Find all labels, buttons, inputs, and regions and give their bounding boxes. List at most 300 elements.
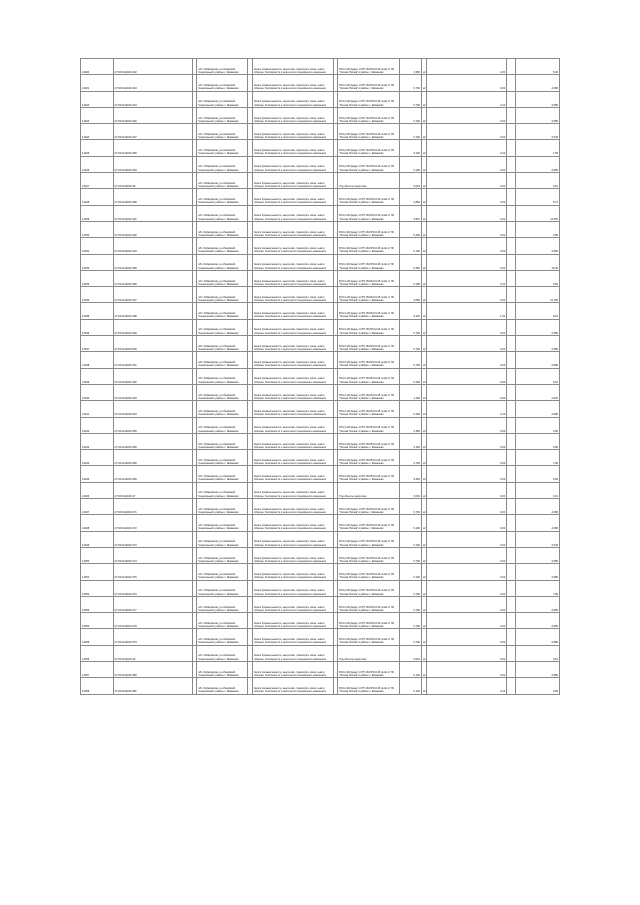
cell-empty — [507, 384, 516, 400]
cell-empty — [507, 75, 516, 91]
cell-rate: 0,00 — [426, 499, 507, 515]
cell-empty — [507, 254, 516, 270]
cell-empty — [507, 466, 516, 482]
cell-area: 0,700 — [400, 580, 422, 596]
table-row — [81, 205, 560, 221]
cell-unit: м² — [421, 91, 426, 107]
cell-unit: м² — [421, 564, 426, 580]
cell-address: обл. Хабаровская, р-н Лазовский-Генеральный и районе с. Шиманово — [197, 629, 248, 645]
cell-sum: 0,84 — [516, 270, 560, 286]
table-row — [81, 287, 560, 303]
table-row — [81, 547, 560, 563]
table-row — [81, 564, 560, 580]
cell-cadastral-number: 27:02:0112010:495 — [113, 254, 192, 270]
cell-unit: м² — [421, 466, 426, 482]
table-row — [81, 91, 560, 107]
cell-description: ВЛ-0,4 кВ фидер 1 КТП 160 ВЛ-10 кВ №111 от ПС "Лесная Поляна" в районе с. Шиманово — [338, 531, 400, 547]
table-row — [81, 580, 560, 596]
cell-description: Под объекты энергетики — [338, 482, 400, 498]
cell-area: 0,400 — [400, 221, 422, 237]
cell-land-category: Земли промышленности, энергетики, транспорта, связи, земли обороны, безопасности и земли иного специального назначения — [253, 189, 334, 205]
cell-unit: м² — [421, 59, 426, 75]
cell-cadastral-number: 27:02:0112010:48 — [113, 173, 192, 189]
table-row — [81, 336, 560, 352]
cell-sum: 2,080 — [516, 629, 560, 645]
cell-area: 0,700 — [400, 336, 422, 352]
cell-empty — [507, 124, 516, 140]
cell-unit: м² — [421, 319, 426, 335]
cell-land-category: Земли промышленности, энергетики, транспорта, связи, земли обороны, безопасности и земли иного специального назначения — [253, 368, 334, 384]
cell-land-category: Земли промышленности, энергетики, транспорта, связи, земли обороны, безопасности и земли иного специального назначения — [253, 515, 334, 531]
cell-unit: м² — [421, 613, 426, 629]
cell-number: 14028 — [81, 189, 114, 205]
cell-area: 3,100 — [400, 433, 422, 449]
cell-land-category: Земли промышленности, энергетики, транспорта, связи, земли обороны, безопасности и земли иного специального назначения — [253, 613, 334, 629]
cell-empty — [507, 401, 516, 417]
cell-description: ВЛ-0,4 кВ фидер 1 КТП 160 ВЛ-10 кВ №111 от ПС "Лесная Поляна" в районе с. Шиманово — [338, 433, 400, 449]
cell-sum: 2,080 — [516, 613, 560, 629]
cell-area: 0,100 — [400, 531, 422, 547]
cell-unit: м² — [421, 661, 426, 677]
cell-land-category: Земли промышленности, энергетики, транспорта, связи, земли обороны, безопасности и земли иного специального назначения — [253, 384, 334, 400]
cell-description: ВЛ-0,4 кВ фидер 1 КТП 160 ВЛ-10 кВ №111 от ПС "Лесная Поляна" в районе с. Шиманово — [338, 596, 400, 612]
cell-sum: 2,080 — [516, 319, 560, 335]
cell-address: обл. Хабаровская, р-н Лазовский-Генеральный и районе с. Шиманово — [197, 384, 248, 400]
cell-area: 0,100 — [400, 564, 422, 580]
cell-rate: 0,00 — [426, 173, 507, 189]
cell-address: обл. Хабаровская, р-н Лазовский-Генеральный и районе с. Шиманово — [197, 433, 248, 449]
table-row — [81, 303, 560, 319]
table-row — [81, 645, 560, 661]
cell-cadastral-number: 27:02:0112010:500 — [113, 336, 192, 352]
cell-address: обл. Хабаровская, р-н Лазовский-Генеральный и районе с. Шиманово — [197, 368, 248, 384]
cell-number: 14056 — [81, 645, 114, 661]
cell-land-category: Земли промышленности, энергетики, транспорта, связи, земли обороны, безопасности и земли иного специального назначения — [253, 352, 334, 368]
cell-description: Под объекты энергетики — [338, 173, 400, 189]
cell-number: 14044 — [81, 450, 114, 466]
cell-unit: м² — [421, 205, 426, 221]
cell-description: ВЛ-0,4 кВ фидер 1 КТП 160 ВЛ-10 кВ №111 от ПС "Лесная Поляна" в районе с. Шиманово — [338, 254, 400, 270]
cell-area: 2,380 — [400, 417, 422, 433]
cell-unit: м² — [421, 221, 426, 237]
cell-cadastral-number: 27:02:0112010:498 — [113, 303, 192, 319]
cell-address: обл. Хабаровская, р-н Лазовский-Генеральный и районе с. Шиманово — [197, 580, 248, 596]
cell-rate: 0,00 — [426, 254, 507, 270]
cell-area: 1,100 — [400, 384, 422, 400]
cell-number: 14054 — [81, 613, 114, 629]
table-body — [81, 59, 560, 695]
cell-empty — [507, 140, 516, 156]
cell-address: обл. Хабаровская, р-н Лазовский-Генеральный и районе с. Шиманово — [197, 59, 248, 75]
cell-sum: 7,80 — [516, 580, 560, 596]
cell-cadastral-number: 27:02:0112010:461 — [113, 352, 192, 368]
table-row — [81, 59, 560, 75]
cell-unit: м² — [421, 107, 426, 123]
cell-land-category: Земли промышленности, энергетики, транспорта, связи, земли обороны, безопасности и земли иного специального назначения — [253, 629, 334, 645]
cell-cadastral-number: 27:02:0112010:463 — [113, 384, 192, 400]
cell-cadastral-number: 27:02:0112010:473 — [113, 531, 192, 547]
cell-rate: 0,00 — [426, 580, 507, 596]
cell-cadastral-number: 27:02:0112010:447 — [113, 124, 192, 140]
cell-sum: 6,92 — [516, 466, 560, 482]
table-row — [81, 417, 560, 433]
cell-number: 14053 — [81, 596, 114, 612]
cell-unit: м² — [421, 140, 426, 156]
cell-unit: м² — [421, 368, 426, 384]
cell-unit: м² — [421, 75, 426, 91]
cell-sum: 2,080 — [516, 596, 560, 612]
cell-unit: м² — [421, 336, 426, 352]
cell-number: 14037 — [81, 336, 114, 352]
cell-number: 14050 — [81, 547, 114, 563]
cell-address: обл. Хабаровская, р-н Лазовский-Генеральный и районе с. Шиманово — [197, 173, 248, 189]
table-row — [81, 124, 560, 140]
cell-cadastral-number: 27:02:0112010:477 — [113, 596, 192, 612]
cell-number: 14042 — [81, 417, 114, 433]
cell-rate: 0,10 — [426, 401, 507, 417]
cell-number: 14035 — [81, 303, 114, 319]
cell-unit: м² — [421, 124, 426, 140]
cell-rate: 0,00 — [426, 482, 507, 498]
cell-land-category: Земли промышленности, энергетики, транспорта, связи, земли обороны, безопасности и земли иного специального назначения — [253, 564, 334, 580]
cell-description: ВЛ-0,4 кВ фидер 1 КТП 160 ВЛ-10 кВ №111 от ПС "Лесная Поляна" в районе с. Шиманово — [338, 205, 400, 221]
cell-empty — [507, 417, 516, 433]
cell-cadastral-number: 27:02:0112010:469 — [113, 466, 192, 482]
cell-address: обл. Хабаровская, р-н Лазовский-Генеральный и районе с. Шиманово — [197, 221, 248, 237]
cell-rate: 0,10 — [426, 270, 507, 286]
cell-description: ВЛ-0,4 кВ фидер 1 КТП 160 ВЛ-10 кВ №111 от ПС "Лесная Поляна" в районе с. Шиманово — [338, 270, 400, 286]
cell-cadastral-number: 27:02:0112010:480 — [113, 189, 192, 205]
cell-description: Под объекты энергетики — [338, 645, 400, 661]
cell-description: ВЛ-0,4 кВ фидер 1 КТП 160 ВЛ-10 кВ №111 от ПС "Лесная Поляна" в районе с. Шиманово — [338, 368, 400, 384]
cell-rate: 2,00 — [426, 466, 507, 482]
table-row — [81, 140, 560, 156]
cell-description: ВЛ-0,4 кВ фидер 1 КТП 160 ВЛ-10 кВ №111 от ПС "Лесная Поляна" в районе с. Шиманово — [338, 238, 400, 254]
cell-number: 14046 — [81, 482, 114, 498]
cell-land-category: Земли промышленности, энергетики, транспорта, связи, земли обороны, безопасности и земли иного специального назначения — [253, 531, 334, 547]
cell-area: 0,100 — [400, 107, 422, 123]
cell-sum: 0,10 — [516, 645, 560, 661]
cell-land-category: Земли промышленности, энергетики, транспорта, связи, земли обороны, безопасности и земли иного специального назначения — [253, 270, 334, 286]
cell-empty — [507, 352, 516, 368]
cell-rate: 0,00 — [426, 629, 507, 645]
cell-description: ВЛ-0,4 кВ фидер 1 КТП 160 ВЛ-10 кВ №111 от ПС "Лесная Поляна" в районе с. Шиманово — [338, 580, 400, 596]
cell-sum: 6,80 — [516, 433, 560, 449]
cell-sum: 0,84 — [516, 678, 560, 694]
cell-empty — [507, 596, 516, 612]
cell-number: 14048 — [81, 515, 114, 531]
cell-unit: м² — [421, 547, 426, 563]
cell-rate: 0,00 — [426, 661, 507, 677]
cell-cadastral-number: 27:02:0112010:466 — [113, 433, 192, 449]
cell-address: обл. Хабаровская, р-н Лазовский-Генеральный и районе с. Шиманово — [197, 205, 248, 221]
cell-area: 0,100 — [400, 270, 422, 286]
cell-number: 14051 — [81, 564, 114, 580]
cell-empty — [507, 368, 516, 384]
cell-sum: 2,080 — [516, 107, 560, 123]
cell-land-category: Земли промышленности, энергетики, транспорта, связи, земли обороны, безопасности и земли иного специального назначения — [253, 596, 334, 612]
cell-sum: 2,080 — [516, 336, 560, 352]
cell-empty — [507, 173, 516, 189]
cell-description: ВЛ-0,4 кВ фидер 1 КТП 160 ВЛ-10 кВ №111 от ПС "Лесная Поляна" в районе с. Шиманово — [338, 221, 400, 237]
cell-address: обл. Хабаровская, р-н Лазовский-Генеральный и районе с. Шиманово — [197, 303, 248, 319]
cell-land-category: Земли промышленности, энергетики, транспорта, связи, земли обороны, безопасности и земли иного специального назначения — [253, 547, 334, 563]
cell-sum: 2,080 — [516, 401, 560, 417]
table-row — [81, 531, 560, 547]
cell-description: ВЛ-0,4 кВ фидер 1 КТП 160 ВЛ-10 кВ №111 от ПС "Лесная Поляна" в районе с. Шиманово — [338, 189, 400, 205]
cell-cadastral-number: 27:02:0112010:499 — [113, 319, 192, 335]
cell-sum: 2,080 — [516, 564, 560, 580]
cell-sum: 2,080 — [516, 515, 560, 531]
cell-address: обл. Хабаровская, р-н Лазовский-Генеральный и районе с. Шиманово — [197, 336, 248, 352]
cell-land-category: Земли промышленности, энергетики, транспорта, связи, земли обороны, безопасности и земли иного специального назначения — [253, 75, 334, 91]
cell-cadastral-number: 27:02:0112010:444 — [113, 91, 192, 107]
cell-area: 3,120 — [400, 303, 422, 319]
cell-empty — [507, 645, 516, 661]
cell-empty — [507, 499, 516, 515]
cell-empty — [507, 91, 516, 107]
cell-rate: 0,00 — [426, 75, 507, 91]
cell-rate: 0,00 — [426, 156, 507, 172]
cell-rate: 2,00 — [426, 336, 507, 352]
cell-number: 14022 — [81, 91, 114, 107]
cell-address: обл. Хабаровская, р-н Лазовский-Генеральный и районе с. Шиманово — [197, 287, 248, 303]
table-row — [81, 254, 560, 270]
cell-area: 3,100 — [400, 140, 422, 156]
cell-address: обл. Хабаровская, р-н Лазовский-Генеральный и районе с. Шиманово — [197, 401, 248, 417]
cell-sum: 7,60 — [516, 140, 560, 156]
cell-rate: 0,10 — [426, 140, 507, 156]
cell-area: 0,004 — [400, 173, 422, 189]
cell-cadastral-number: 27:02:0112010:471 — [113, 499, 192, 515]
cell-unit: м² — [421, 499, 426, 515]
cell-area: 4,050 — [400, 287, 422, 303]
cell-land-category: Земли промышленности, энергетики, транспорта, связи, земли обороны, безопасности и земли иного специального назначения — [253, 450, 334, 466]
cell-land-category: Земли промышленности, энергетики, транспорта, связи, земли обороны, безопасности и земли иного специального назначения — [253, 156, 334, 172]
cell-description: ВЛ-0,4 кВ фидер 1 КТП 160 ВЛ-10 кВ №111 от ПС "Лесная Поляна" в районе с. Шиманово — [338, 91, 400, 107]
cell-sum: 2,080 — [516, 91, 560, 107]
cell-empty — [507, 433, 516, 449]
cell-number: 14029 — [81, 205, 114, 221]
cell-sum: 2,040 — [516, 124, 560, 140]
table-row — [81, 173, 560, 189]
cell-land-category: Земли промышленности, энергетики, транспорта, связи, земли обороны, безопасности и земли иного специального назначения — [253, 482, 334, 498]
cell-empty — [507, 270, 516, 286]
cell-land-category: Земли промышленности, энергетики, транспорта, связи, земли обороны, безопасности и земли иного специального назначения — [253, 238, 334, 254]
cell-area: 0,100 — [400, 661, 422, 677]
cell-number: 14049 — [81, 531, 114, 547]
cell-cadastral-number: 27:02:0112010:446 — [113, 107, 192, 123]
cell-number: 14025 — [81, 140, 114, 156]
cell-land-category: Земли промышленности, энергетики, транспорта, связи, земли обороны, безопасности и земли иного специального назначения — [253, 254, 334, 270]
cell-rate: 0,10 — [426, 91, 507, 107]
cell-land-category: Земли промышленности, энергетики, транспорта, связи, земли обороны, безопасности и земли иного специального назначения — [253, 319, 334, 335]
cell-unit: м² — [421, 629, 426, 645]
cell-area: 2,350 — [400, 59, 422, 75]
cell-rate: 0,00 — [426, 107, 507, 123]
cell-empty — [507, 336, 516, 352]
cell-area: 2,860 — [400, 189, 422, 205]
cell-area: 0,004 — [400, 482, 422, 498]
document-sheet — [80, 58, 560, 695]
cell-area: 0,700 — [400, 319, 422, 335]
cell-area: 0,700 — [400, 450, 422, 466]
table-row — [81, 401, 560, 417]
table-row — [81, 515, 560, 531]
cell-rate: 0,00 — [426, 238, 507, 254]
cell-rate: 0,00 — [426, 450, 507, 466]
cell-sum: 2,040 — [516, 531, 560, 547]
cell-rate: 1,00 — [426, 303, 507, 319]
cell-address: обл. Хабаровская, р-н Лазовский-Генеральный и районе с. Шиманово — [197, 531, 248, 547]
cell-unit: м² — [421, 254, 426, 270]
cell-description: ВЛ-0,4 кВ фидер 1 КТП 160 ВЛ-10 кВ №111 от ПС "Лесная Поляна" в районе с. Шиманово — [338, 450, 400, 466]
cell-number: 14020 — [81, 59, 114, 75]
land-plots-table — [80, 58, 560, 695]
table-row — [81, 433, 560, 449]
table-row — [81, 319, 560, 335]
cell-description: ВЛ-0,4 кВ фидер 1 КТП 160 ВЛ-10 кВ №111 от ПС "Лесная Поляна" в районе с. Шиманово — [338, 515, 400, 531]
cell-area: 0,700 — [400, 596, 422, 612]
cell-unit: м² — [421, 450, 426, 466]
cell-number: 14038 — [81, 352, 114, 368]
cell-sum: 2,020 — [516, 384, 560, 400]
cell-sum: 0,10 — [516, 482, 560, 498]
table-row — [81, 107, 560, 123]
cell-area: 0,460 — [400, 254, 422, 270]
cell-cadastral-number: 27:02:0112010:468 — [113, 450, 192, 466]
table-row — [81, 384, 560, 400]
cell-rate: 0,00 — [426, 645, 507, 661]
cell-rate: 0,00 — [426, 368, 507, 384]
cell-address: обл. Хабаровская, р-н Лазовский-Генеральный и районе с. Шиманово — [197, 91, 248, 107]
cell-land-category: Земли промышленности, энергетики, транспорта, связи, земли обороны, безопасности и земли иного специального назначения — [253, 580, 334, 596]
cell-address: обл. Хабаровская, р-н Лазовский-Генеральный и районе с. Шиманово — [197, 547, 248, 563]
cell-description: ВЛ-0,4 кВ фидер 1 КТП 160 ВЛ-10 кВ №111 от ПС "Лесная Поляна" в районе с. Шиманово — [338, 75, 400, 91]
cell-description: ВЛ-0,4 кВ фидер 1 КТП 160 ВЛ-10 кВ №111 от ПС "Лесная Поляна" в районе с. Шиманово — [338, 303, 400, 319]
cell-description: ВЛ-0,4 кВ фидер 1 КТП 160 ВЛ-10 кВ №111 от ПС "Лесная Поляна" в районе с. Шиманово — [338, 417, 400, 433]
cell-empty — [507, 205, 516, 221]
cell-description: ВЛ-0,4 кВ фидер 1 КТП 160 ВЛ-10 кВ №111 от ПС "Лесная Поляна" в районе с. Шиманово — [338, 678, 400, 694]
cell-rate: 0,00 — [426, 319, 507, 335]
cell-land-category: Земли промышленности, энергетики, транспорта, связи, земли обороны, безопасности и земли иного специального назначения — [253, 221, 334, 237]
cell-area: 0,100 — [400, 124, 422, 140]
cell-empty — [507, 189, 516, 205]
table-row — [81, 466, 560, 482]
cell-number: 14041 — [81, 401, 114, 417]
cell-land-category: Земли промышленности, энергетики, транспорта, связи, земли обороны, безопасности и земли иного специального назначения — [253, 678, 334, 694]
cell-area: 0,700 — [400, 629, 422, 645]
cell-rate: 2,00 — [426, 189, 507, 205]
cell-address: обл. Хабаровская, р-н Лазовский-Генеральный и районе с. Шиманово — [197, 564, 248, 580]
cell-area: 0,100 — [400, 401, 422, 417]
table-row — [81, 482, 560, 498]
cell-cadastral-number: 27:02:0112010:472 — [113, 515, 192, 531]
cell-description: ВЛ-0,4 кВ фидер 1 КТП 160 ВЛ-10 кВ №111 от ПС "Лесная Поляна" в районе с. Шиманово — [338, 140, 400, 156]
cell-empty — [507, 564, 516, 580]
cell-sum: 5,40 — [516, 59, 560, 75]
cell-number: 14039 — [81, 368, 114, 384]
cell-cadastral-number: 27:02:0112010:478 — [113, 613, 192, 629]
cell-empty — [507, 59, 516, 75]
cell-unit: м² — [421, 417, 426, 433]
cell-area: 0,100 — [400, 515, 422, 531]
cell-rate: 2,00 — [426, 613, 507, 629]
cell-cadastral-number: 27:02:0112010:432 — [113, 59, 192, 75]
cell-address: обл. Хабаровская, р-н Лазовский-Генеральный и районе с. Шиманово — [197, 678, 248, 694]
cell-area: 3,460 — [400, 466, 422, 482]
cell-unit: м² — [421, 531, 426, 547]
cell-cadastral-number: 27:02:0112010:462 — [113, 368, 192, 384]
cell-empty — [507, 580, 516, 596]
cell-area: 0,100 — [400, 156, 422, 172]
cell-description: ВЛ-0,4 кВ фидер 1 КТП 160 ВЛ-10 кВ №111 от ПС "Лесная Поляна" в районе с. Шиманово — [338, 156, 400, 172]
cell-number: 14030 — [81, 221, 114, 237]
cell-unit: м² — [421, 401, 426, 417]
cell-rate: 2,00 — [426, 205, 507, 221]
cell-empty — [507, 221, 516, 237]
cell-land-category: Земли промышленности, энергетики, транспорта, связи, земли обороны, безопасности и земли иного специального назначения — [253, 124, 334, 140]
cell-sum: 7,80 — [516, 450, 560, 466]
cell-rate: 0,00 — [426, 596, 507, 612]
cell-number: 14033 — [81, 270, 114, 286]
cell-address: обл. Хабаровская, р-н Лазовский-Генеральный и районе с. Шиманово — [197, 596, 248, 612]
cell-cadastral-number: 27:02:0112010:491 — [113, 205, 192, 221]
cell-cadastral-number: 27:02:0112010:479 — [113, 629, 192, 645]
cell-area: 3,970 — [400, 205, 422, 221]
cell-land-category: Земли промышленности, энергетики, транспорта, связи, земли обороны, безопасности и земли иного специального назначения — [253, 401, 334, 417]
cell-land-category: Земли промышленности, энергетики, транспорта, связи, земли обороны, безопасности и земли иного специального назначения — [253, 645, 334, 661]
cell-description: ВЛ-0,4 кВ фидер 1 КТП 160 ВЛ-10 кВ №111 от ПС "Лесная Поляна" в районе с. Шиманово — [338, 661, 400, 677]
cell-address: обл. Хабаровская, р-н Лазовский-Генеральный и районе с. Шиманово — [197, 352, 248, 368]
cell-rate: 0,00 — [426, 564, 507, 580]
cell-description: ВЛ-0,4 кВ фидер 1 КТП 160 ВЛ-10 кВ №111 от ПС "Лесная Поляна" в районе с. Шиманово — [338, 629, 400, 645]
cell-cadastral-number: 27:02:0112010:443 — [113, 75, 192, 91]
cell-rate: 0,00 — [426, 352, 507, 368]
cell-number: 14052 — [81, 580, 114, 596]
cell-empty — [507, 303, 516, 319]
cell-empty — [507, 238, 516, 254]
cell-empty — [507, 319, 516, 335]
cell-description: ВЛ-0,4 кВ фидер 1 КТП 160 ВЛ-10 кВ №111 от ПС "Лесная Поляна" в районе с. Шиманово — [338, 336, 400, 352]
cell-sum: 5,72 — [516, 189, 560, 205]
cell-cadastral-number: 27:02:0112010:496 — [113, 270, 192, 286]
cell-area: 0,100 — [400, 238, 422, 254]
cell-sum: 2,080 — [516, 238, 560, 254]
cell-land-category: Земли промышленности, энергетики, транспорта, связи, земли обороны, безопасности и земли иного специального назначения — [253, 140, 334, 156]
cell-address: обл. Хабаровская, р-н Лазовский-Генеральный и районе с. Шиманово — [197, 515, 248, 531]
cell-number: 14024 — [81, 124, 114, 140]
cell-description: ВЛ-0,4 кВ фидер 1 КТП 160 ВЛ-10 кВ №111 от ПС "Лесная Поляна" в районе с. Шиманово — [338, 547, 400, 563]
table-row — [81, 629, 560, 645]
cell-address: обл. Хабаровская, р-н Лазовский-Генеральный и районе с. Шиманово — [197, 319, 248, 335]
cell-address: обл. Хабаровская, р-н Лазовский-Генеральный и районе с. Шиманово — [197, 270, 248, 286]
table-row — [81, 270, 560, 286]
table-row — [81, 221, 560, 237]
cell-area: 0,100 — [400, 368, 422, 384]
cell-address: обл. Хабаровская, р-н Лазовский-Генеральный и районе с. Шиманово — [197, 417, 248, 433]
cell-land-category: Земли промышленности, энергетики, транспорта, связи, земли обороны, безопасности и земли иного специального назначения — [253, 303, 334, 319]
cell-unit: м² — [421, 580, 426, 596]
cell-number: 14032 — [81, 254, 114, 270]
cell-number: 14057 — [81, 661, 114, 677]
cell-sum: 10,40 — [516, 254, 560, 270]
cell-area: 0,100 — [400, 678, 422, 694]
cell-cadastral-number: 27:02:0112010:47 — [113, 482, 192, 498]
cell-unit: м² — [421, 645, 426, 661]
cell-empty — [507, 547, 516, 563]
cell-address: обл. Хабаровская, р-н Лазовский-Генеральный и районе с. Шиманово — [197, 156, 248, 172]
